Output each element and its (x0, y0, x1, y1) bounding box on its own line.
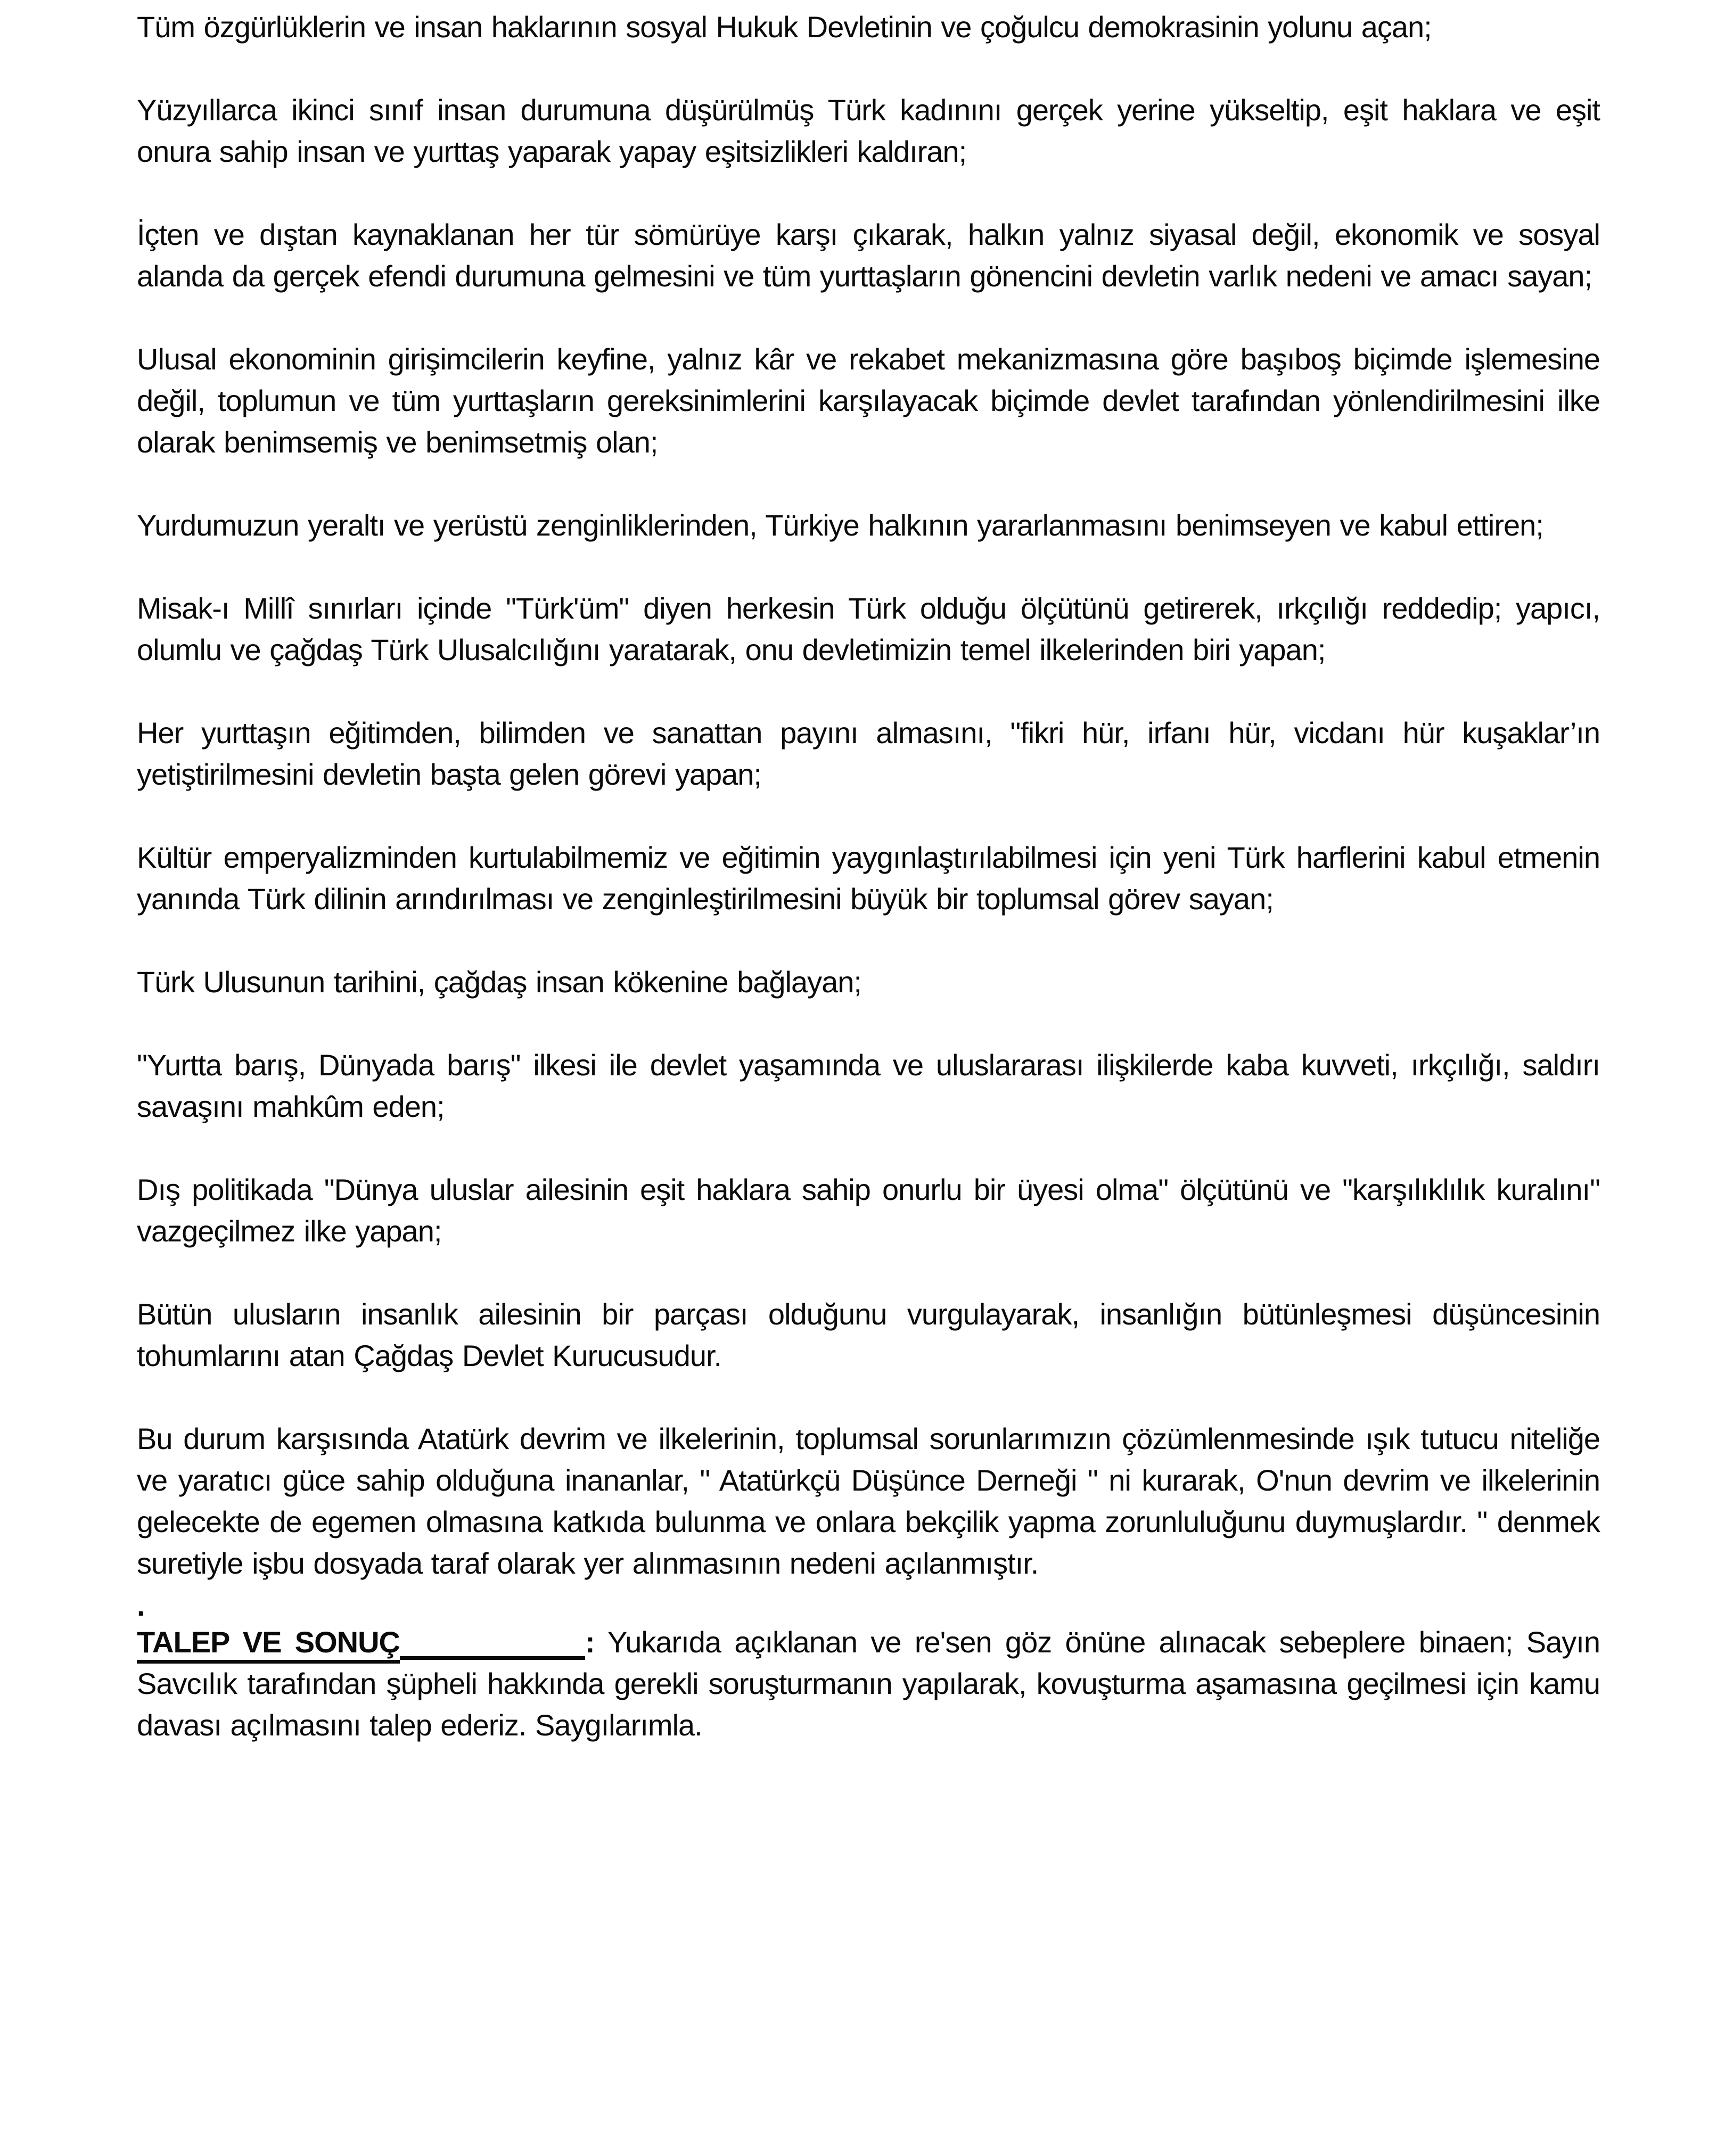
paragraph: Yüzyıllarca ikinci sınıf insan durumuna düşürülmüş Türk kadınını gerçek yerine yükseltip, eşit haklara ve eşit onura sahip insan ve yurttaş yaparak yapay eşitsizlikleri kaldıran; (137, 93, 1600, 168)
conclusion-heading: TALEP VE SONUÇ (137, 1625, 400, 1664)
paragraph: Türk Ulusunun tarihini, çağdaş insan kökenine bağlayan; (137, 965, 861, 999)
paragraph: Bütün ulusların insanlık ailesinin bir parçası olduğunu vurgulayarak, insanlığın bütünleşmesi düşüncesinin tohumlarını atan Çağdaş Devlet Kurucusudur. (137, 1297, 1600, 1372)
paragraph: İçten ve dıştan kaynaklanan her tür sömürüye karşı çıkarak, halkın yalnız siyasal değil, ekonomik ve sosyal alanda da gerçek efendi durumuna gelmesini ve tüm yurttaşların gönencini devletin varlık nedeni ve amacı sayan; (137, 218, 1600, 293)
paragraph: Yurdumuzun yeraltı ve yerüstü zenginliklerinden, Türkiye halkının yararlanmasını benimseyen ve kabul ettiren; (137, 508, 1543, 542)
conclusion-paragraph (137, 1622, 1600, 1746)
paragraph: Bu durum karşısında Atatürk devrim ve ilkelerinin, toplumsal sorunlarımızın çözümlenmesinde ışık tutucu niteliğe ve yaratıcı güce sahip olduğuna inananlar, " Atatürkçü Düşünce Derneği " ni kurarak, O'nun devrim ve ilkelerinin gelecekte de egemen olmasına katkıda bulunma ve onlara bekçilik yapma zorunluluğunu duymuşlardır. " denmek suretiyle işbu dosyada taraf olarak yer alınmasının nedeni açılanmıştır. (137, 1422, 1600, 1580)
paragraph: Ulusal ekonominin girişimcilerin keyfine, yalnız kâr ve rekabet mekanizmasına göre başıboş biçimde işlemesine değil, toplumun ve tüm yurttaşların gereksinimlerini karşılayacak biçimde devlet tarafından yönlendirilmesini ilke olarak benimsemiş ve benimsetmiş olan; (137, 342, 1600, 459)
conclusion-body: Yukarıda açıklanan ve re'sen göz önüne alınacak sebeplere binaen; Sayın Savcılık tarafından şüpheli hakkında gerekli soruşturmanın yapılarak, kovuşturma aşamasına geçilmesi için kamu davası açılmasını talep ederiz. Saygılarımla. (137, 1625, 1600, 1742)
stray-dot-line: . (137, 1589, 145, 1622)
paragraph: Dış politikada "Dünya uluslar ailesinin eşit haklara sahip onurlu bir üyesi olma" ölçütünü ve "karşılıklılık kuralını" vazgeçilmez ilke yapan; (137, 1173, 1600, 1248)
paragraph: Tüm özgürlüklerin ve insan haklarının sosyal Hukuk Devletinin ve çoğulcu demokrasinin yolunu açan; (137, 10, 1432, 44)
conclusion-colon: : (585, 1625, 595, 1659)
paragraph: Misak-ı Millî sınırları içinde "Türk'üm" diyen herkesin Türk olduğu ölçütünü getirerek, ırkçılığı reddedip; yapıcı, olumlu ve çağdaş Türk Ulusalcılığını yaratarak, onu devletimizin temel ilkelerinden biri yapan; (137, 591, 1600, 666)
paragraph: Kültür emperyalizminden kurtulabilmemiz ve eğitimin yaygınlaştırılabilmesi için yeni Türk harflerini kabul etmenin yanında Türk dilinin arındırılması ve zenginleştirilmesini büyük bir toplumsal görev sayan; (137, 841, 1600, 916)
paragraph: "Yurtta barış, Dünyada barış" ilkesi ile devlet yaşamında ve uluslararası ilişkilerde kaba kuvveti, ırkçılığı, saldırı savaşını mahkûm eden; (137, 1048, 1600, 1123)
paragraph: Her yurttaşın eğitimden, bilimden ve sanattan payını almasını, "fikri hür, irfanı hür, vicdanı hür kuşaklar’ın yetiştirilmesini devletin başta gelen görevi yapan; (137, 716, 1600, 791)
heading-underline-pad (400, 1626, 585, 1660)
